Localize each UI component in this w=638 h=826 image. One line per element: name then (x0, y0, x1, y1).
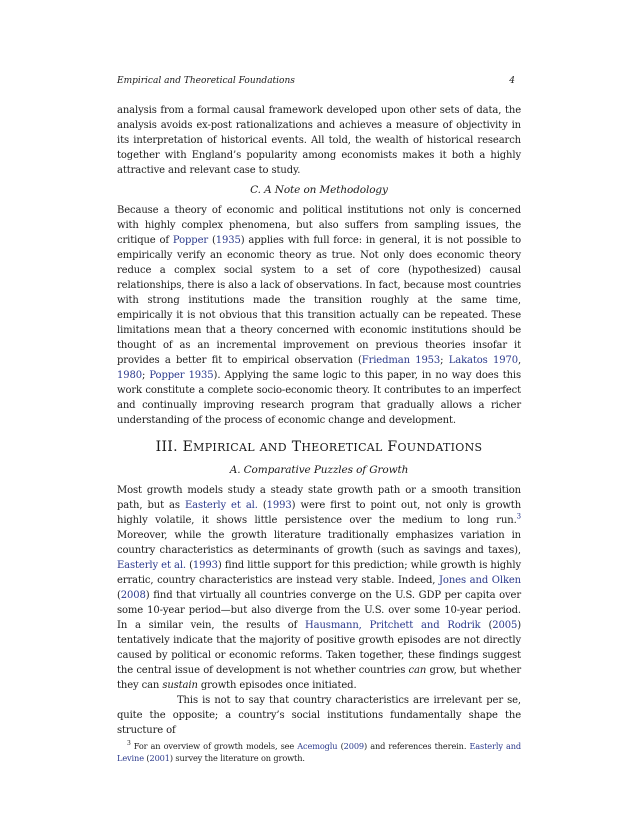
citation-link[interactable]: Hausmann, Pritchett and Rodrik (305, 620, 481, 631)
footnote-marker[interactable]: 3 (516, 512, 521, 521)
paragraph-continuation: This is not to say that country characteristics are irrelevant per se, quite the opposite; a country’s social institutions fundamentally shape the structure of (117, 695, 521, 736)
paragraph-intro: analysis from a formal causal framework developed upon other sets of data, the analysis avoids ex-post rationalizations and achieves a measure of objectivity in its interpretation of historical events. All told, the wealth of historical research together with England’s popularity among economists makes it both a highly attractive and relevant case to study. (117, 105, 521, 176)
paragraph-growth: Most growth models study a steady state growth path or a smooth transition path, but as Easterly et al. (1993) were first to point out, not only is growth highly volatile, it shows little persistence over the medium to long run.$^3$ Moreover, while the growth literature traditionally emphasizes variation in country characteristics as determinants of growth (such as savings and taxes), Easterly et al. (1993) find little support for this prediction; while growth is highly erratic, country characteristics are instead very stable. Indeed, Jones and Olken (2008) find that virtually all countries converge on the U.S. GDP per capita over some 10-year period—but also diverge from the U.S. over some 10-year period. In a similar vein, the results of Hausmann, Pritchett and Rodrik (2005) tentatively indicate that the majority of positive growth episodes are not directly caused by political or economic reforms. Taken together, these findings suggest the central issue of development is not whether countries can grow, but whether they can sustain growth episodes once initiated. (117, 485, 522, 691)
citation-link[interactable]: Easterly and Levine (117, 741, 521, 763)
citation-link[interactable]: Jones and Olken (439, 575, 522, 586)
citation-link[interactable]: Popper (172, 235, 209, 246)
running-title: Empirical and Theoretical Foundations (117, 76, 295, 86)
citation-link[interactable]: 2001 (149, 753, 170, 763)
body-text (117, 103, 521, 764)
subsection-heading-methodology: C. A Note on Methodology (250, 184, 388, 196)
citation-link[interactable]: 1980 (117, 370, 142, 381)
citation-link[interactable]: 2005 (492, 620, 518, 631)
citation-link[interactable]: 2008 (120, 590, 146, 601)
paragraph-methodology: Because a theory of economic and political institutions not only is concerned with highly complex phenomena, but also suffers from sampling issues, the critique of Popper (1935) applies with full force: in general, it is not possible to empirically verify an economic theory as true. Not only does economic theory reduce a complex social system to a set of core (hypothesized) causal relationships, there is also a lack of observations. In fact, because most countries with strong institutions made the transition roughly at the same time, empirically it is not obvious that this transition actually can be repeated. These limitations mean that a theory concerned with economic institutions should be thought of as an incremental improvement on previous theories insofar it provides a better fit to empirical observation (Friedman 1953; Lakatos 1970, 1980; Popper 1935). Applying the same logic to this paper, in no way does this work constitute a complete socio-economic theory. It contributes to an imperfect and continually improving research program that gradually allows a richer understanding of the process of economic change and development. (117, 205, 522, 426)
citation-link[interactable]: 1935 (215, 235, 241, 246)
citation-link[interactable]: 1993 (266, 500, 292, 511)
section-heading: III. EMPIRICAL AND THEORETICAL FOUNDATIONS (155, 439, 483, 455)
citation-link[interactable]: Lakatos 1970 (448, 355, 518, 366)
citation-link[interactable]: Easterly et al. (184, 500, 258, 511)
citation-link[interactable]: Popper 1935 (149, 370, 214, 381)
citation-link[interactable]: Acemoglu (297, 741, 338, 751)
page-number: 4 (509, 76, 515, 86)
citation-link[interactable]: Friedman 1953 (361, 355, 441, 366)
footnote: $^3$ For an overview of growth models, see Acemoglu (2009) and references therein. Easterly and Levine (2001) survey the literature on growth. (117, 740, 521, 763)
citation-link[interactable]: Easterly et al. (117, 560, 186, 571)
subsection-heading-growth: A. Comparative Puzzles of Growth (229, 464, 409, 476)
citation-link[interactable]: 1993 (192, 560, 218, 571)
footnote-number: 3 (127, 740, 131, 748)
citation-link[interactable]: 2009 (343, 741, 365, 751)
